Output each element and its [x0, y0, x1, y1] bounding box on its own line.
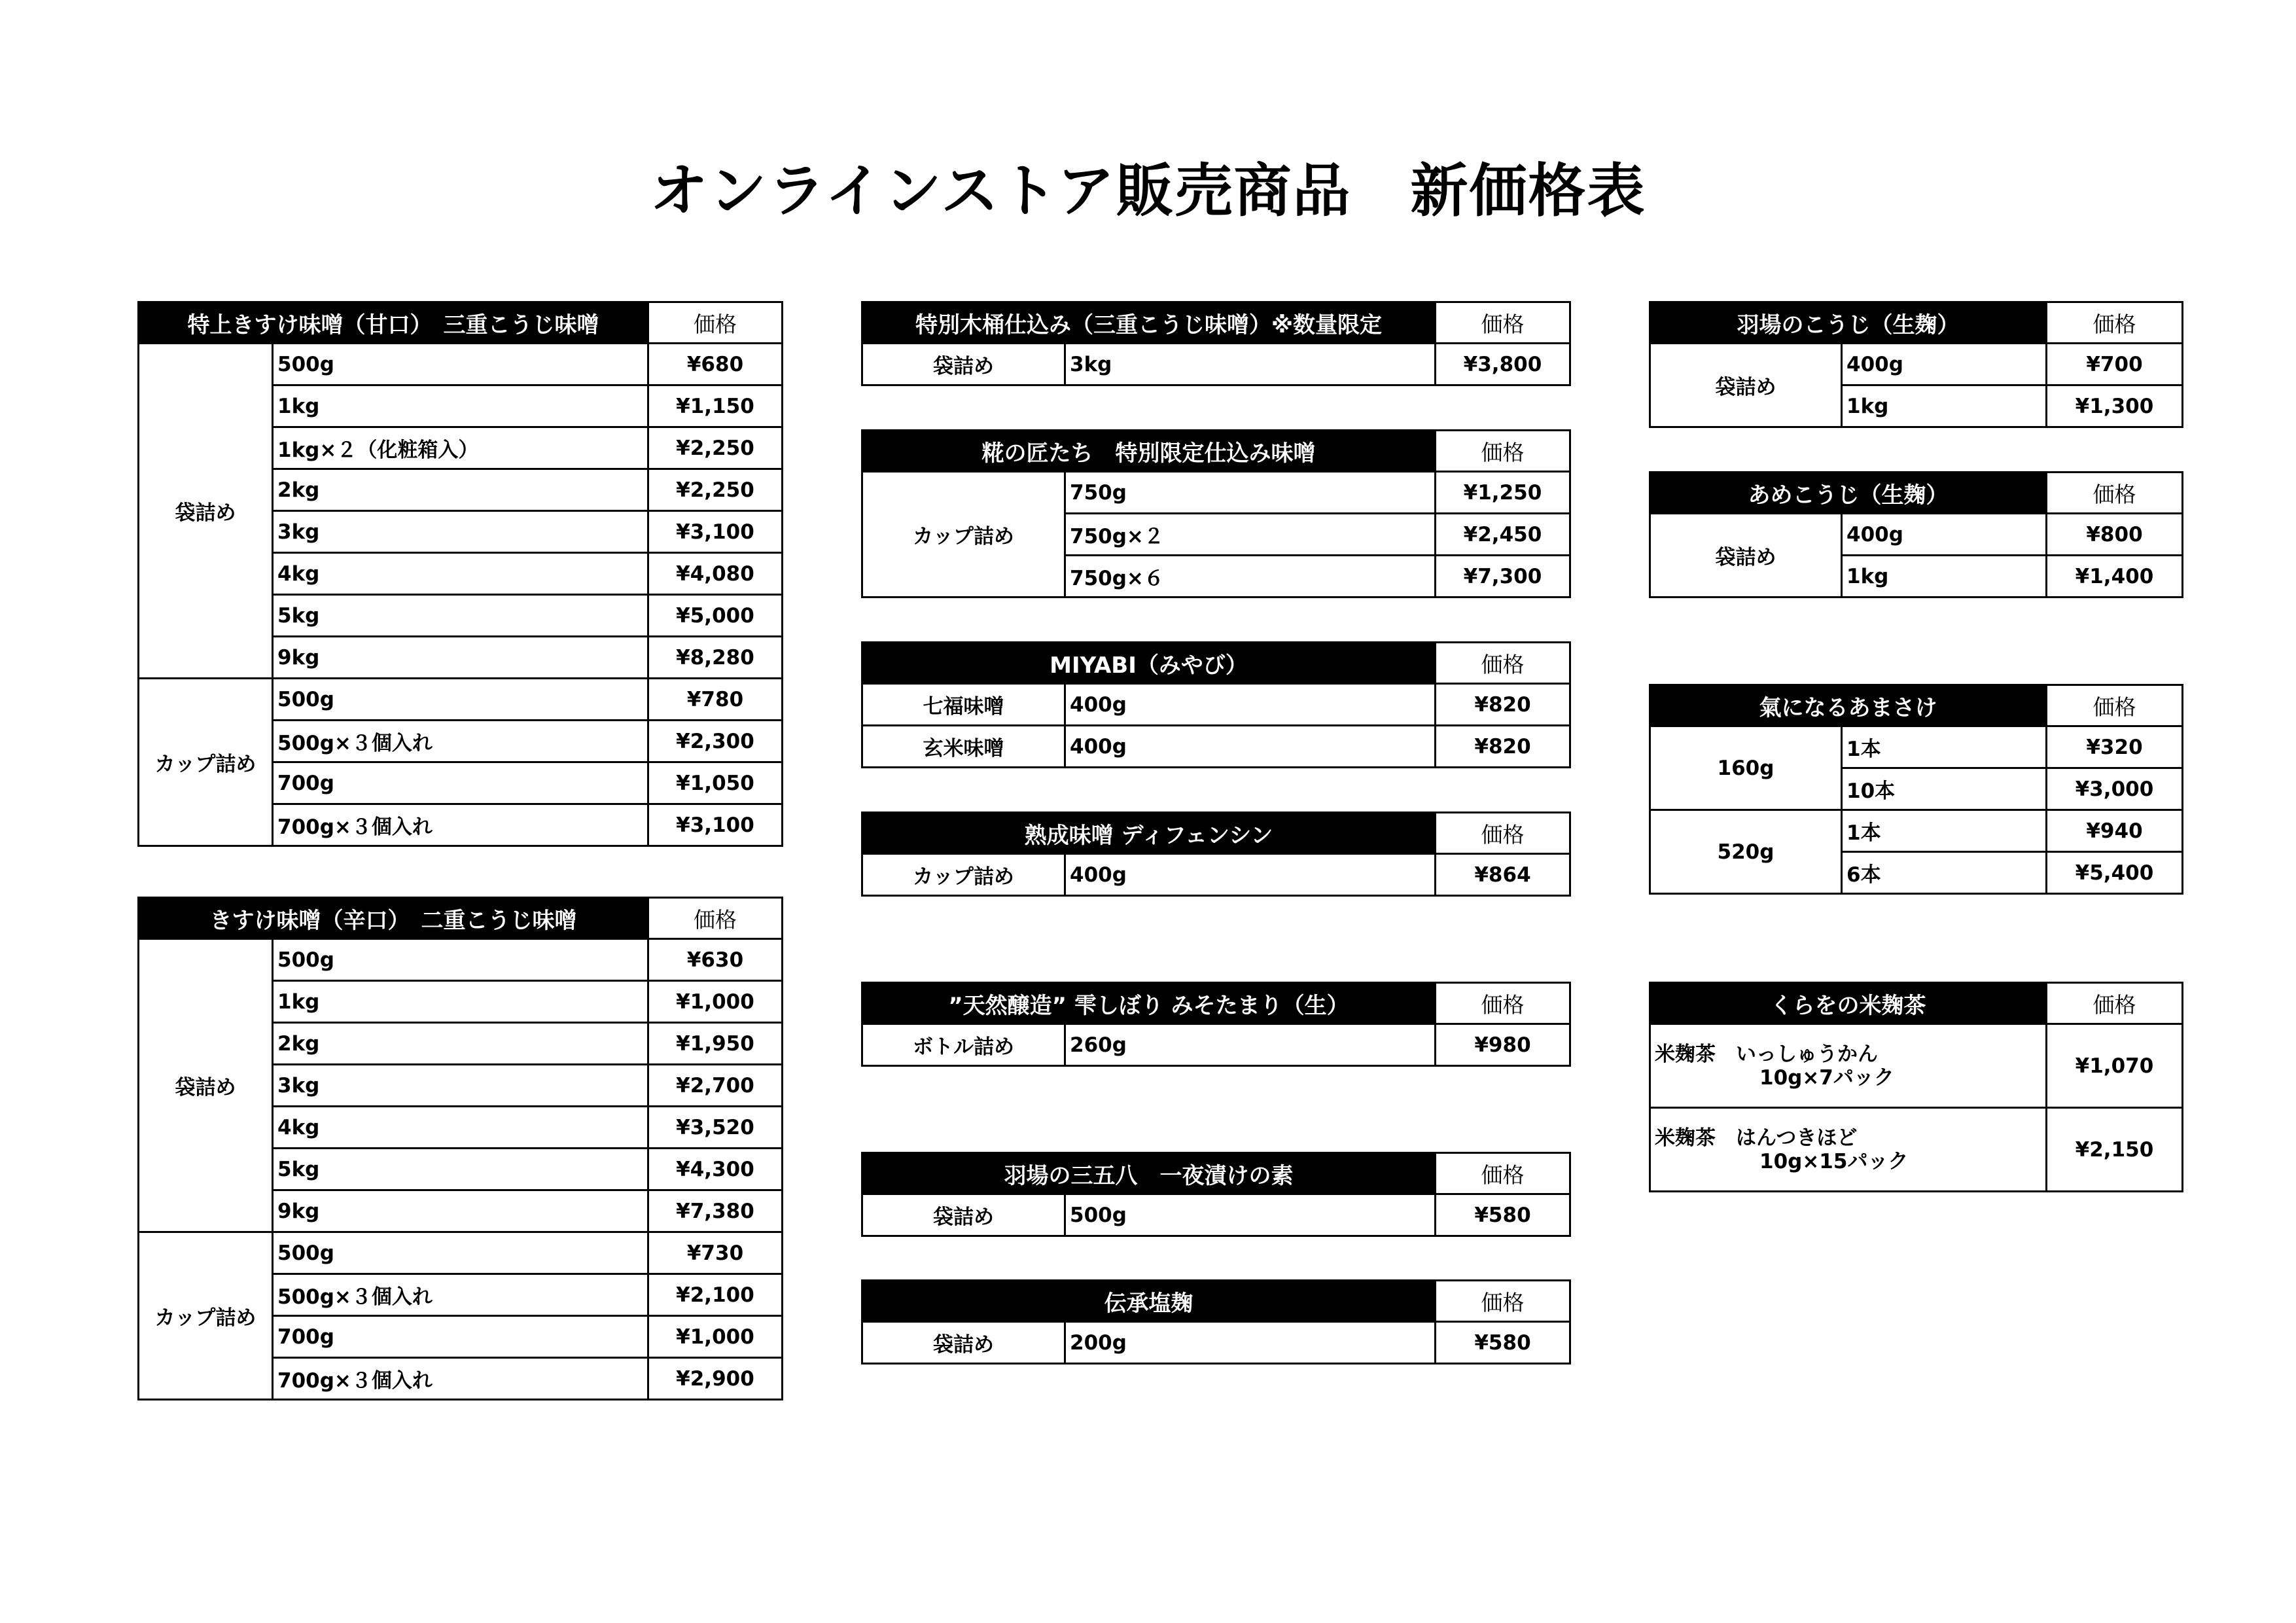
price-cell: ¥800	[2047, 514, 2183, 556]
size-cell: 3kg	[273, 511, 648, 553]
price-header: 価格	[2047, 983, 2183, 1024]
size-cell: 400g	[1842, 514, 2047, 556]
size-cell: 500g	[273, 1232, 648, 1274]
category-cell: 袋詰め	[1650, 344, 1842, 427]
size-cell: 1本	[1842, 810, 2047, 852]
price-cell: ¥1,400	[2047, 556, 2183, 597]
price-header: 価格	[1436, 431, 1570, 472]
price-cell: ¥3,520	[648, 1107, 783, 1149]
size-cell: 700g	[273, 762, 648, 804]
table-title: 氣になるあまさけ	[1650, 685, 2047, 726]
page-title: オンラインストア販売商品 新価格表	[650, 157, 1646, 224]
table-title: 糀の匠たち 特別限定仕込み味噌	[862, 431, 1436, 472]
price-table-koji-takumi	[861, 429, 1571, 598]
price-cell: ¥1,050	[648, 762, 783, 804]
table-title: 羽場の三五八 一夜漬けの素	[862, 1153, 1436, 1194]
price-table-misotamari	[861, 982, 1571, 1067]
size-cell: 1kg×２（化粧箱入）	[273, 427, 648, 469]
category-cell: 七福味噌	[862, 684, 1065, 726]
price-cell: ¥4,080	[648, 553, 783, 595]
tea-item-pack: 10g×7パック	[1759, 1065, 1894, 1090]
size-cell: 750g×６	[1065, 556, 1436, 597]
price-table-miyabi	[861, 641, 1571, 768]
size-cell: 1kg	[273, 981, 648, 1023]
table-title: くらをの米麹茶	[1650, 983, 2047, 1024]
price-cell: ¥320	[2047, 726, 2183, 768]
price-cell: ¥2,450	[1436, 514, 1570, 556]
size-cell: 1本	[1842, 726, 2047, 768]
price-cell: ¥580	[1436, 1194, 1570, 1236]
price-cell: ¥580	[1436, 1322, 1570, 1364]
category-cell: 520g	[1650, 810, 1842, 894]
price-cell: ¥820	[1436, 726, 1570, 768]
table-title: ”天然醸造” 雫しぼり みそたまり（生）	[862, 983, 1436, 1024]
price-cell: ¥1,000	[648, 1316, 783, 1358]
price-cell: ¥5,400	[2047, 852, 2183, 894]
size-cell: 4kg	[273, 1107, 648, 1149]
size-cell: 400g	[1065, 854, 1436, 896]
price-header: 価格	[648, 898, 783, 939]
size-cell: 500g×３個入れ	[273, 721, 648, 762]
category-cell: カップ詰め	[862, 854, 1065, 896]
size-cell: 700g	[273, 1316, 648, 1358]
size-cell: 10本	[1842, 768, 2047, 810]
tea-item-name: 米麹茶 いっしゅうかん	[1655, 1042, 1878, 1066]
price-cell: ¥780	[648, 679, 783, 721]
price-table-defensin	[861, 812, 1571, 897]
size-cell: 500g	[273, 939, 648, 981]
category-cell: カップ詰め	[139, 1232, 273, 1400]
size-cell: 400g	[1065, 726, 1436, 768]
price-cell: ¥7,380	[648, 1190, 783, 1232]
price-cell: ¥3,100	[648, 511, 783, 553]
price-table-haba-koji	[1649, 301, 2183, 428]
price-cell: ¥5,000	[648, 595, 783, 637]
tea-item-name: 米麹茶 はんつきほど	[1655, 1126, 1858, 1150]
table-title: 羽場のこうじ（生麹）	[1650, 302, 2047, 344]
price-table-komekoji-cha	[1649, 982, 2183, 1192]
size-cell: 1kg	[1842, 385, 2047, 427]
category-cell: 玄米味噌	[862, 726, 1065, 768]
size-cell: 260g	[1065, 1024, 1436, 1066]
category-cell: 160g	[1650, 726, 1842, 810]
size-cell: 1kg	[1842, 556, 2047, 597]
price-cell: ¥2,700	[648, 1065, 783, 1107]
tea-item-pack: 10g×15パック	[1759, 1149, 1909, 1173]
size-cell: 200g	[1065, 1322, 1436, 1364]
size-cell: 750g×２	[1065, 514, 1436, 556]
size-cell: 700g×３個入れ	[273, 804, 648, 846]
category-cell: 袋詰め	[862, 1194, 1065, 1236]
price-cell: ¥1,300	[2047, 385, 2183, 427]
table-title: 特別木桶仕込み（三重こうじ味噌）※数量限定	[862, 302, 1436, 344]
size-cell: 6本	[1842, 852, 2047, 894]
price-cell: ¥630	[648, 939, 783, 981]
price-cell: ¥3,800	[1436, 344, 1570, 385]
category-cell: 袋詰め	[862, 344, 1065, 385]
tea-item-cell	[1650, 1108, 2047, 1192]
price-cell: ¥940	[2047, 810, 2183, 852]
size-cell: 5kg	[273, 595, 648, 637]
category-cell: 袋詰め	[139, 939, 273, 1232]
size-cell: 500g×３個入れ	[273, 1274, 648, 1316]
category-cell: ボトル詰め	[862, 1024, 1065, 1066]
price-cell: ¥730	[648, 1232, 783, 1274]
size-cell: 500g	[273, 344, 648, 385]
price-cell: ¥1,000	[648, 981, 783, 1023]
price-table-kioke	[861, 301, 1571, 386]
price-table-kisuke	[137, 897, 783, 1400]
price-cell: ¥2,300	[648, 721, 783, 762]
category-cell: 袋詰め	[139, 344, 273, 679]
price-cell: ¥3,000	[2047, 768, 2183, 810]
price-cell: ¥4,300	[648, 1149, 783, 1190]
size-cell: 3kg	[273, 1065, 648, 1107]
price-table-ame-koji	[1649, 471, 2183, 598]
price-cell: ¥1,250	[1436, 472, 1570, 514]
table-title: 伝承塩麹	[862, 1281, 1436, 1322]
price-cell: ¥2,250	[648, 427, 783, 469]
size-cell: 5kg	[273, 1149, 648, 1190]
price-header: 価格	[2047, 302, 2183, 344]
size-cell: 2kg	[273, 1023, 648, 1065]
price-header: 価格	[2047, 473, 2183, 514]
size-cell: 2kg	[273, 469, 648, 511]
table-title: MIYABI（みやび）	[862, 643, 1436, 684]
price-cell: ¥864	[1436, 854, 1570, 896]
size-cell: 4kg	[273, 553, 648, 595]
size-cell: 700g×３個入れ	[273, 1358, 648, 1400]
price-table-tokujo-kisuke	[137, 301, 783, 847]
table-title: 特上きすけ味噌（甘口） 三重こうじ味噌	[139, 302, 648, 344]
price-cell: ¥3,100	[648, 804, 783, 846]
price-cell: ¥7,300	[1436, 556, 1570, 597]
price-cell: ¥1,950	[648, 1023, 783, 1065]
size-cell: 400g	[1842, 344, 2047, 385]
price-table-shiokoji	[861, 1279, 1571, 1364]
price-header: 価格	[648, 302, 783, 344]
category-cell: カップ詰め	[139, 679, 273, 846]
size-cell: 1kg	[273, 385, 648, 427]
size-cell: 3kg	[1065, 344, 1436, 385]
price-header: 価格	[2047, 685, 2183, 726]
price-cell: ¥700	[2047, 344, 2183, 385]
category-cell: カップ詰め	[862, 472, 1065, 597]
price-cell: ¥1,150	[648, 385, 783, 427]
price-header: 価格	[1436, 813, 1570, 854]
price-header: 価格	[1436, 983, 1570, 1024]
price-cell: ¥680	[648, 344, 783, 385]
price-cell: ¥2,100	[648, 1274, 783, 1316]
price-table-amazake	[1649, 684, 2183, 895]
table-title: きすけ味噌（辛口） 二重こうじ味噌	[139, 898, 648, 939]
price-cell: ¥820	[1436, 684, 1570, 726]
category-cell: 袋詰め	[1650, 514, 1842, 597]
price-cell: ¥1,070	[2047, 1024, 2183, 1108]
price-header: 価格	[1436, 302, 1570, 344]
table-title: 熟成味噌 ディフェンシン	[862, 813, 1436, 854]
price-table-sangohachi	[861, 1152, 1571, 1237]
size-cell: 750g	[1065, 472, 1436, 514]
price-header: 価格	[1436, 643, 1570, 684]
size-cell: 9kg	[273, 637, 648, 679]
price-cell: ¥8,280	[648, 637, 783, 679]
size-cell: 9kg	[273, 1190, 648, 1232]
tea-item-cell	[1650, 1024, 2047, 1108]
size-cell: 500g	[273, 679, 648, 721]
price-cell: ¥2,900	[648, 1358, 783, 1400]
price-cell: ¥980	[1436, 1024, 1570, 1066]
table-title: あめこうじ（生麹）	[1650, 473, 2047, 514]
category-cell: 袋詰め	[862, 1322, 1065, 1364]
size-cell: 500g	[1065, 1194, 1436, 1236]
price-cell: ¥2,250	[648, 469, 783, 511]
price-header: 価格	[1436, 1153, 1570, 1194]
price-header: 価格	[1436, 1281, 1570, 1322]
size-cell: 400g	[1065, 684, 1436, 726]
price-cell: ¥2,150	[2047, 1108, 2183, 1192]
